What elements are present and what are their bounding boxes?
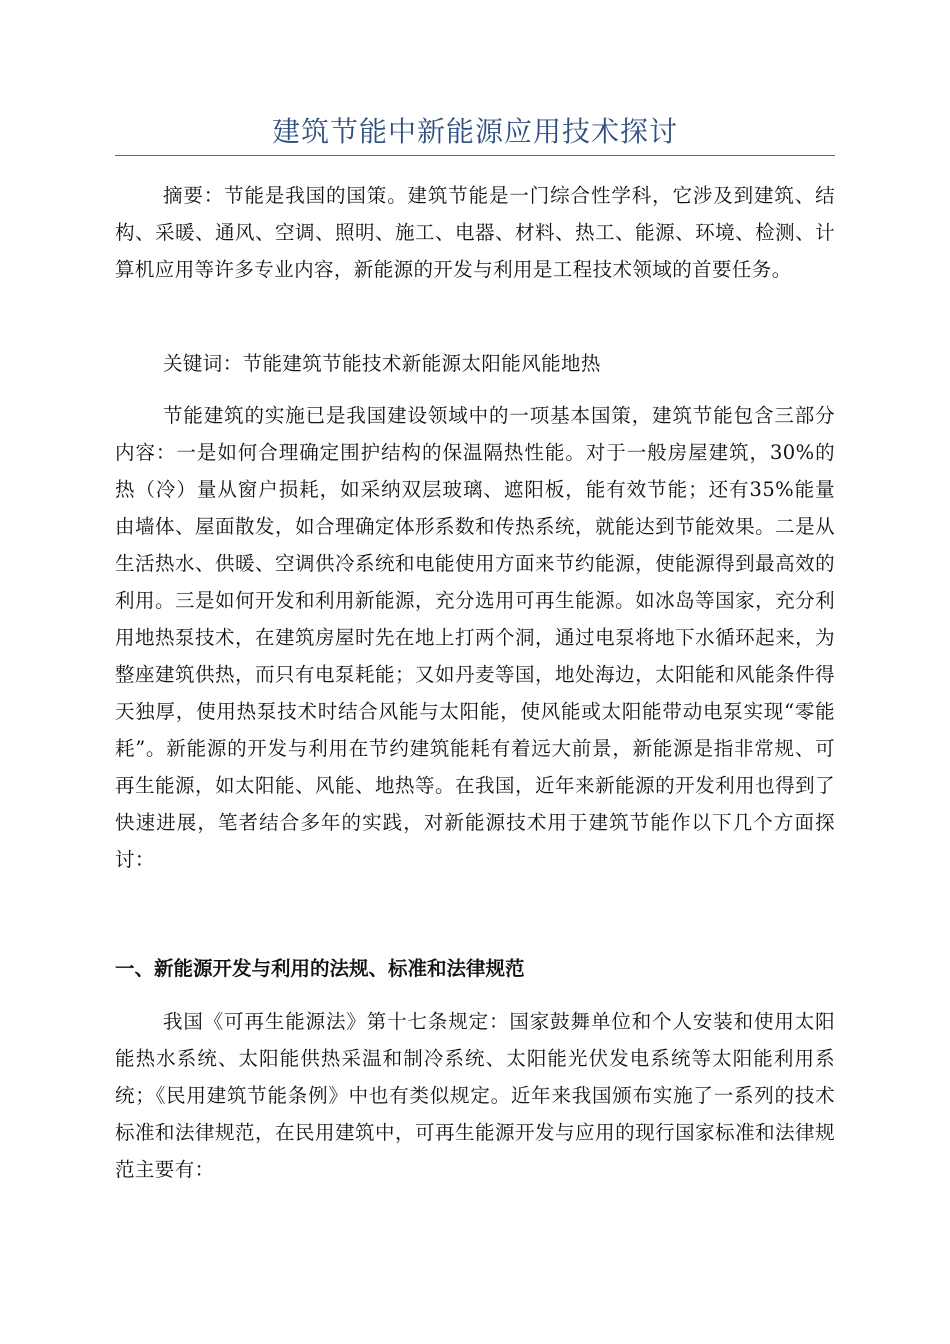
body-paragraph-2: 我国《可再生能源法》第十七条规定：国家鼓舞单位和个人安装和使用太阳能热水系统、太阳能供热采温和制冷系统、太阳能光伏发电系统等太阳能利用系统；《民用建筑节能条例》中也有类似规定。近年来我国颁布实施了一系列的技术标准和法律规范，在民用建筑中，可再生能源开发与应用的现行国家标准和法律规范主要有： [115, 1010, 835, 1181]
abstract-paragraph: 摘要：节能是我国的国策。建筑节能是一门综合性学科，它涉及到建筑、结构、采暖、通风、空调、照明、施工、电器、材料、热工、能源、环境、检测、计算机应用等许多专业内容，新能源的开发与利用是工程技术领域的首要任务。 [115, 184, 835, 281]
keywords-line: 关键词：节能建筑节能技术新能源太阳能风能地热 [163, 352, 601, 375]
body-paragraph-block [115, 397, 835, 878]
body-paragraph-block-2 [115, 1003, 835, 1188]
document-title: 建筑节能中新能源应用技术探讨 [271, 115, 678, 148]
title-underline [115, 155, 835, 156]
section-heading-1: 一、新能源开发与利用的法规、标准和法律规范 [115, 957, 525, 980]
body-paragraph-1: 节能建筑的实施已是我国建设领域中的一项基本国策，建筑节能包含三部分内容：一是如何合理确定围护结构的保温隔热性能。对于一般房屋建筑，30%的热（冷）量从窗户损耗，如采纳双层玻璃、遮阳板，能有效节能；还有35%能量由墙体、屋面散发，如合理确定体形系数和传热系统，就能达到节能效果。二是从生活热水、供暖、空调供冷系统和电能使用方面来节约能源，使能源得到最高效的利用。三是如何开发和利用新能源，充分选用可再生能源。如冰岛等国家，充分利用地热泵技术，在建筑房屋时先在地上打两个洞，通过电泵将地下水循环起来，为整座建筑供热，而只有电泵耗能；又如丹麦等国，地处海边，太阳能和风能条件得天独厚，使用热泵技术时结合风能与太阳能，使风能或太阳能带动电泵实现“零能耗”。新能源的开发与利用在节约建筑能耗有着远大前景，新能源是指非常规、可再生能源，如太阳能、风能、地热等。在我国，近年来新能源的开发利用也得到了快速进展，笔者结合多年的实践，对新能源技术用于建筑节能作以下几个方面探讨： [115, 404, 835, 871]
abstract-block [115, 177, 835, 288]
keywords-block [115, 345, 835, 382]
